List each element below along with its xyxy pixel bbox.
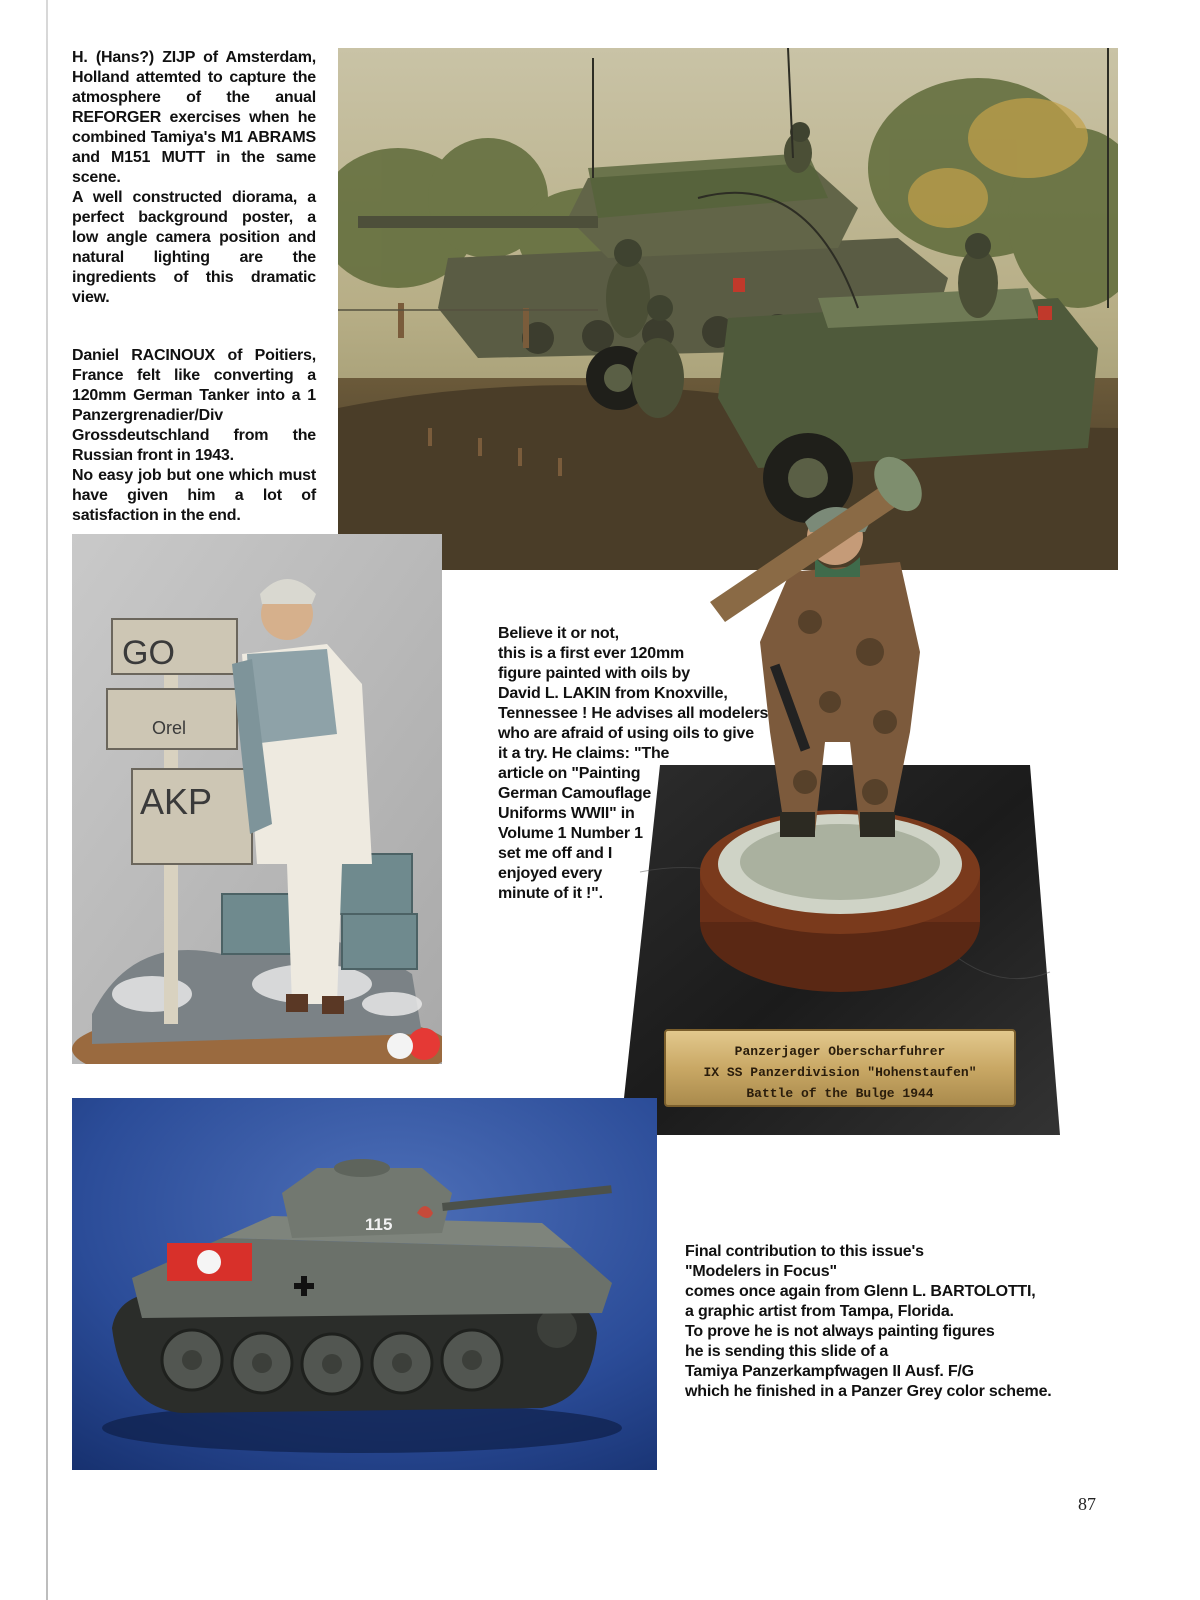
caption-zijp-paragraph-2: A well constructed diorama, a perfect background poster, a low angle camera position and natural lighting are the ingredients of this dramatic view.	[72, 189, 316, 306]
caption-bartolotti	[685, 1242, 1105, 1402]
caption-racinoux	[72, 346, 316, 526]
caption-zijp-paragraph-1: H. (Hans?) ZIJP of Amsterdam, Holland attemted to capture the atmosphere of the anual REFORGER exercises when he combined Tamiya's M1 ABRAMS and M151 MUTT in the same scene.	[72, 49, 316, 186]
caption-lakin-line: Believe it or not,	[498, 625, 619, 642]
plaque-line-1: Panzerjager Oberscharfuhrer	[734, 1044, 946, 1059]
caption-lakin-line: David L. LAKIN from Knoxville,	[498, 685, 728, 702]
caption-bartolotti-line: a graphic artist from Tampa, Florida.	[685, 1303, 954, 1320]
caption-lakin-line: enjoyed every	[498, 865, 603, 882]
grenadier-illustration	[72, 534, 442, 1064]
sign-orel-text: Orel	[152, 718, 187, 738]
photo-panzer-ii	[72, 1098, 657, 1470]
sign-akp-text: AKP	[140, 781, 213, 822]
plaque-line-2: IX SS Panzerdivision "Hohenstaufen"	[703, 1065, 977, 1080]
caption-lakin-line: set me off and I	[498, 845, 613, 862]
oils-figure-illustration	[620, 452, 1060, 1135]
caption-lakin-line: it a try. He claims: "The	[498, 745, 670, 762]
sign-go-text: GO	[122, 634, 175, 672]
caption-lakin-line: article on "Painting	[498, 765, 641, 782]
caption-racinoux-paragraph-1: Daniel RACINOUX of Poitiers, France felt like converting a 120mm German Tanker into a 1 Panzergrenadier/Div Grossdeutschland from the Russian front in 1943.	[72, 347, 316, 464]
caption-lakin-line: Volume 1 Number 1	[498, 825, 643, 842]
page-binding-edge	[46, 0, 48, 1600]
page-number: 87	[1078, 1494, 1096, 1514]
caption-lakin-line: German Camouflage	[498, 785, 652, 802]
caption-lakin-line: this is a first ever 120mm	[498, 645, 685, 662]
panzer-illustration	[72, 1098, 657, 1470]
turret-number: 115	[365, 1215, 393, 1234]
caption-lakin-line: figure painted with oils by	[498, 665, 690, 682]
caption-bartolotti-line: Final contribution to this issue's	[685, 1243, 924, 1260]
caption-lakin-line: Tennessee ! He advises all modelers	[498, 705, 769, 722]
caption-racinoux-paragraph-2: No easy job but one which must have given him a lot of satisfaction in the end.	[72, 467, 316, 524]
caption-bartolotti-line: he is sending this slide of a	[685, 1343, 889, 1360]
caption-bartolotti-line: which he finished in a Panzer Grey color scheme.	[685, 1383, 1052, 1400]
caption-bartolotti-line: To prove he is not always painting figures	[685, 1323, 995, 1340]
caption-lakin-line: minute of it !".	[498, 885, 603, 902]
photo-panzergrenadier-figure	[72, 534, 442, 1064]
caption-lakin-line: who are afraid of using oils to give	[498, 725, 754, 742]
plaque-line-3: Battle of the Bulge 1944	[746, 1086, 934, 1101]
caption-zijp	[72, 48, 316, 308]
caption-bartolotti-line: Tamiya Panzerkampfwagen II Ausf. F/G	[685, 1363, 974, 1380]
caption-bartolotti-line: comes once again from Glenn L. BARTOLOTTI,	[685, 1283, 1036, 1300]
caption-bartolotti-line: "Modelers in Focus"	[685, 1263, 837, 1280]
caption-lakin-line: Uniforms WWII" in	[498, 805, 635, 822]
photo-oil-painted-figure	[620, 452, 1060, 1135]
